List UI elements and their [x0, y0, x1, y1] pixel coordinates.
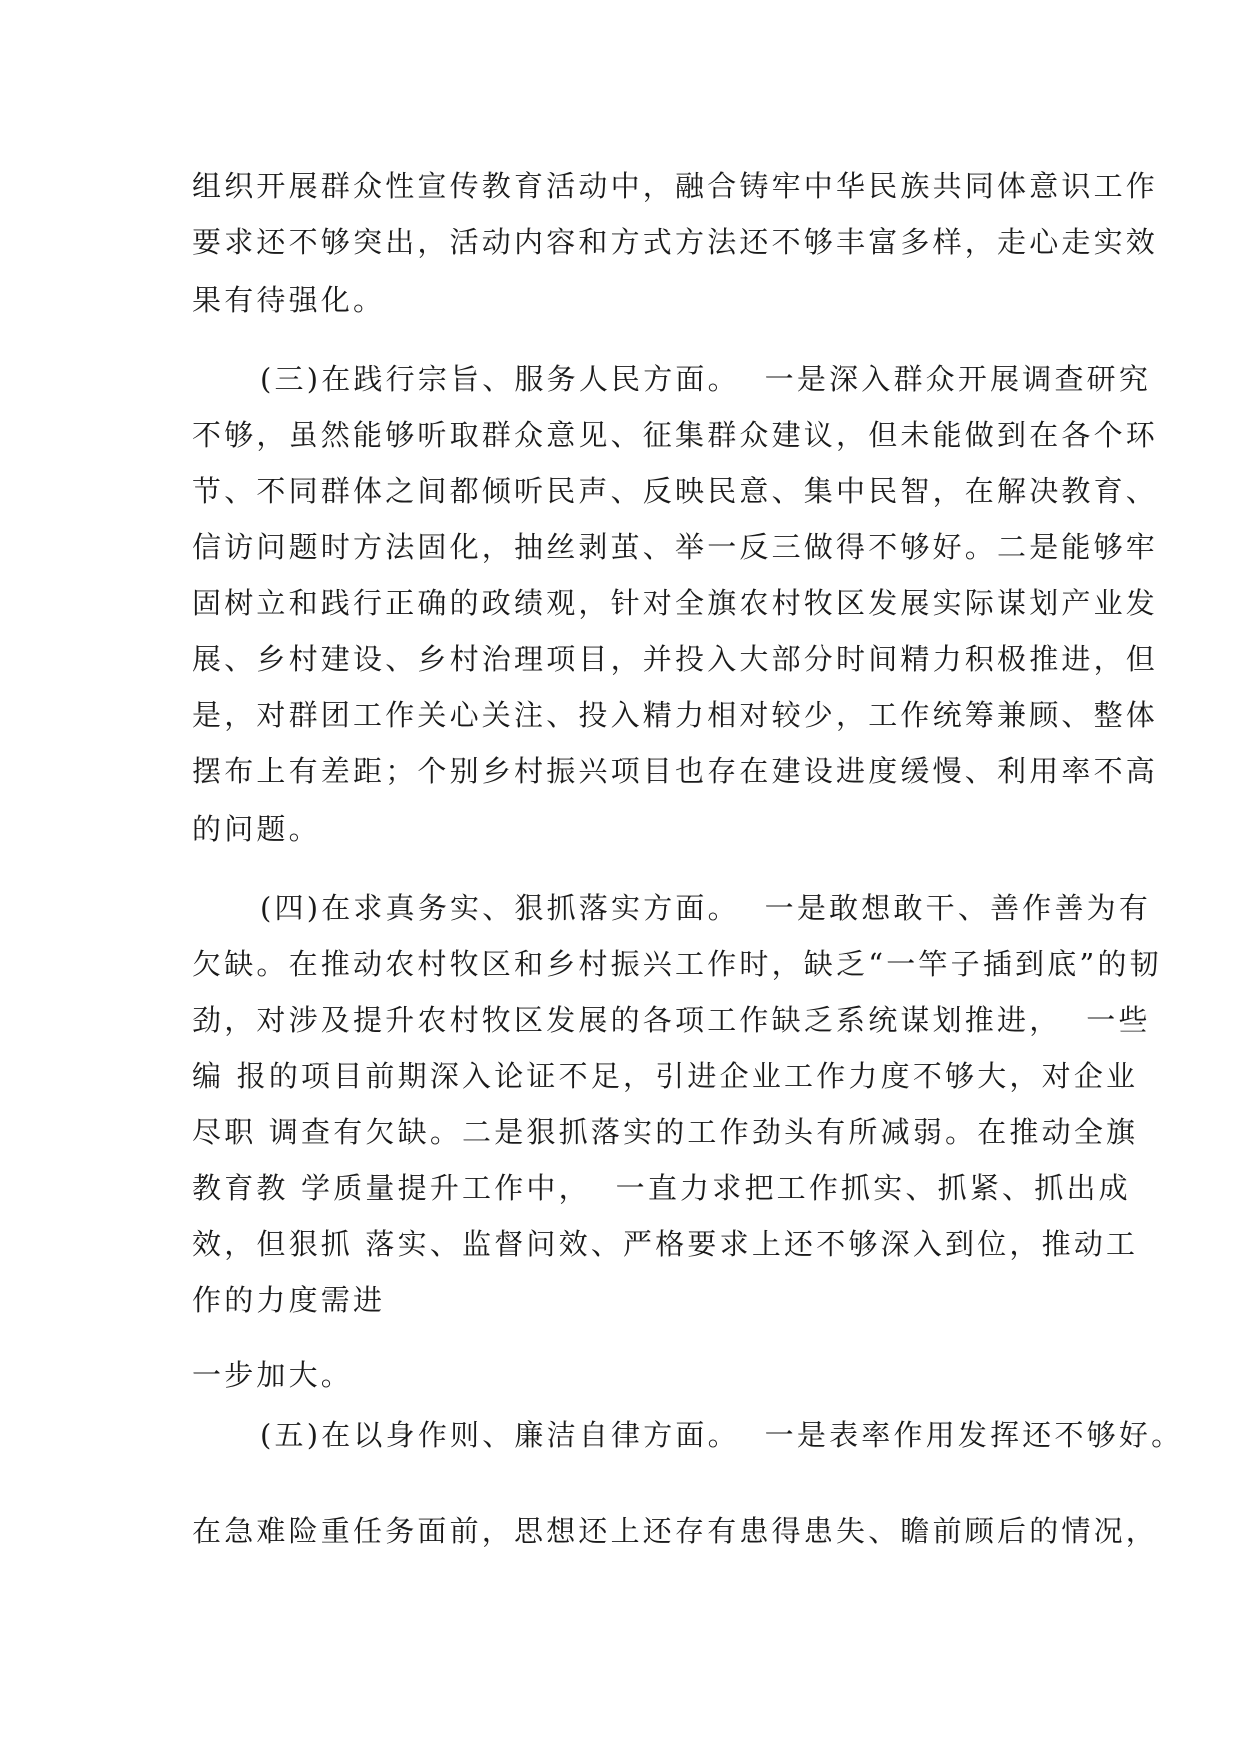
section-heading-line: (四)在求真务实、狠抓落实方面。 一是敢想敢干、善作善为有 — [260, 891, 1152, 925]
text-line: 在急难险重任务面前，思想还上还存有患得患失、瞻前顾后的情况， — [192, 1514, 1159, 1548]
text-line: 固树立和践行正确的政绩观，针对全旗农村牧区发展实际谋划产业发 — [192, 586, 1159, 620]
text-line: 信访问题时方法固化，抽丝剥茧、举一反三做得不够好。二是能够牢 — [192, 530, 1159, 564]
section-heading-line: (五)在以身作则、廉洁自律方面。 一是表率作用发挥还不够好。 — [260, 1418, 1184, 1452]
text-line: 劲，对涉及提升农村牧区发展的各项工作缺乏系统谋划推进， 一些 — [192, 1003, 1151, 1037]
text-line: 效，但狠抓 落实、监督问效、严格要求上还不够深入到位，推动工 — [192, 1227, 1139, 1261]
text-line: 尽职 调查有欠缺。二是狠抓落实的工作劲头有所减弱。在推动全旗 — [192, 1115, 1139, 1149]
section-heading-line: (三)在践行宗旨、服务人民方面。 一是深入群众开展调查研究 — [260, 362, 1152, 396]
text-line: 欠缺。在推动农村牧区和乡村振兴工作时，缺乏“一竿子插到底”的韧 — [192, 947, 1162, 981]
text-line: 展、乡村建设、乡村治理项目，并投入大部分时间精力积极推进，但 — [192, 642, 1159, 676]
text-line: 的问题。 — [192, 812, 321, 846]
text-line: 教育教 学质量提升工作中， 一直力求把工作抓实、抓紧、抓出成 — [192, 1171, 1131, 1205]
text-line: 摆布上有差距；个别乡村振兴项目也存在建设进度缓慢、利用率不高 — [192, 754, 1159, 788]
text-line: 节、不同群体之间都倾听民声、反映民意、集中民智，在解决教育、 — [192, 474, 1159, 508]
text-line: 要求还不够突出，活动内容和方式方法还不够丰富多样，走心走实效 — [192, 225, 1159, 259]
text-line: 果有待强化。 — [192, 283, 386, 317]
text-line: 一步加大。 — [192, 1358, 354, 1392]
text-line: 编 报的项目前期深入论证不足，引进企业工作力度不够大，对企业 — [192, 1059, 1139, 1093]
text-line: 作的力度需进 — [192, 1283, 386, 1317]
text-line: 是，对群团工作关心关注、投入精力相对较少，工作统筹兼顾、整体 — [192, 698, 1159, 732]
text-line: 组织开展群众性宣传教育活动中，融合铸牢中华民族共同体意识工作 — [192, 169, 1159, 203]
text-line: 不够，虽然能够听取群众意见、征集群众建议，但未能做到在各个环 — [192, 418, 1159, 452]
